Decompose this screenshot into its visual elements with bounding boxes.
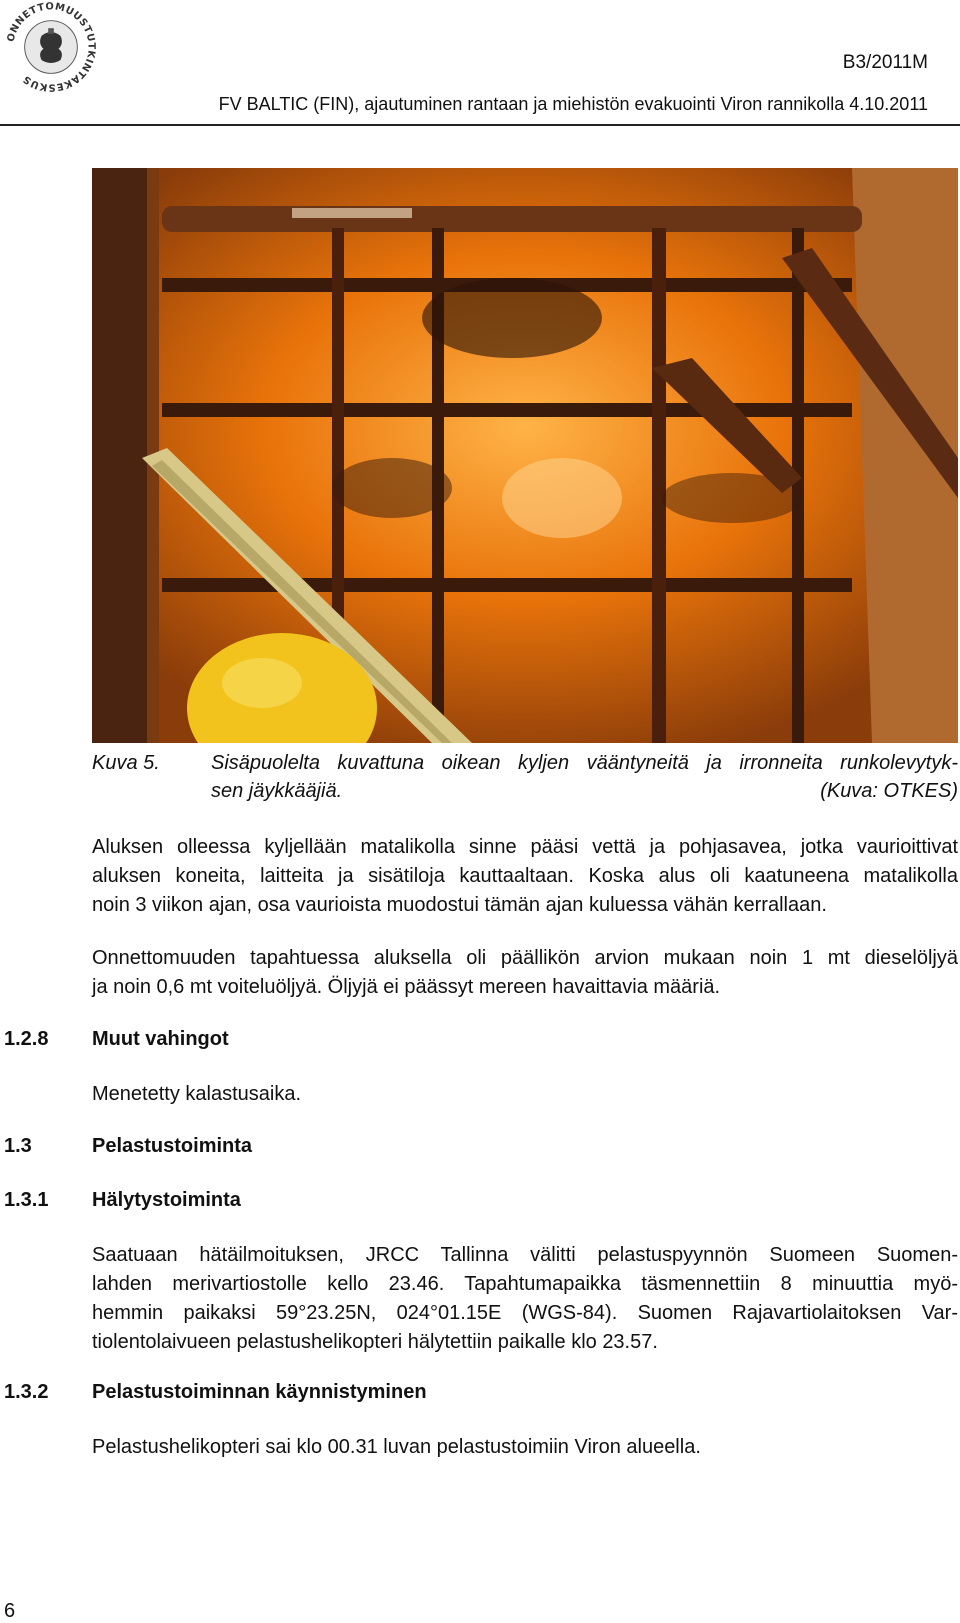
agency-logo xyxy=(4,0,98,94)
figure-source: (Kuva: OTKES) xyxy=(820,780,958,802)
figure-caption-line1: Sisäpuolelta kuvattuna oikean kyljen vääntyneitä ja irronneita runkolevytyk- xyxy=(211,752,958,774)
report-id: B3/2011M xyxy=(842,52,928,73)
paragraph-line: Aluksen olleessa kyljellään matalikolla sinne pääsi vettä ja pohjasavea, jotka vaurioittivat xyxy=(92,836,958,858)
paragraph-alert xyxy=(92,1241,958,1357)
paragraph-line: Saatuaan hätäilmoituksen, JRCC Tallinna välitti pelastuspyynnön Suomeen Suomen- xyxy=(92,1244,958,1266)
section-number: 1.2.8 xyxy=(4,1028,49,1050)
logo-ring-text: ONNETTOMUUSTUTKINTAKESKUS xyxy=(5,1,97,93)
paragraph-line: tiolentolaivueen pelastushelikopteri hälytettiin paikalle klo 23.57. xyxy=(92,1331,658,1353)
hull-interior-photo xyxy=(92,168,958,743)
figure-label: Kuva 5. xyxy=(92,752,160,774)
section-heading: Pelastustoiminnan käynnistyminen xyxy=(92,1381,427,1403)
section-number: 1.3.2 xyxy=(4,1381,49,1403)
paragraph-permission: Pelastushelikopteri sai klo 00.31 luvan pelastustoimiin Viron alueella. xyxy=(92,1436,701,1458)
paragraph-line: noin 3 viikon ajan, osa vaurioista muodostui tämän ajan kuluessa vähän kerrallaan. xyxy=(92,894,827,916)
section-heading: Hälytystoiminta xyxy=(92,1189,241,1211)
paragraph-line: aluksen koneita, laitteita ja sisätiloja kauttaaltaan. Koska alus oli kaatuneena matalikolla xyxy=(92,865,958,887)
paragraph-damage xyxy=(92,833,958,920)
section-number: 1.3.1 xyxy=(4,1189,49,1211)
figure-caption-line2: sen jäykkääjiä. xyxy=(211,780,343,802)
paragraph-line: Onnettomuuden tapahtuessa aluksella oli päällikön arvion mukaan noin 1 mt dieselöljyä xyxy=(92,947,958,969)
paragraph-line: ja noin 0,6 mt voiteluöljyä. Öljyjä ei päässyt mereen havaittavia määriä. xyxy=(92,976,721,998)
section-heading: Muut vahingot xyxy=(92,1028,229,1050)
paragraph-oil xyxy=(92,944,958,1002)
header-title: FV BALTIC (FIN), ajautuminen rantaan ja miehistön evakuointi Viron rannikolla 4.10.2011 xyxy=(218,94,928,114)
paragraph-lost-time: Menetetty kalastusaika. xyxy=(92,1083,301,1105)
page-number: 6 xyxy=(4,1600,16,1622)
header-divider xyxy=(0,124,960,126)
paragraph-line: lahden merivartiostolle kello 23.46. Tapahtumapaikka täsmennettiin 8 minuuttia myö- xyxy=(92,1273,958,1295)
section-number: 1.3 xyxy=(4,1135,32,1157)
paragraph-line: hemmin paikaksi 59°23.25N, 024°01.15E (WGS-84). Suomen Rajavartiolaitoksen Var- xyxy=(92,1302,958,1324)
section-heading: Pelastustoiminta xyxy=(92,1135,253,1157)
